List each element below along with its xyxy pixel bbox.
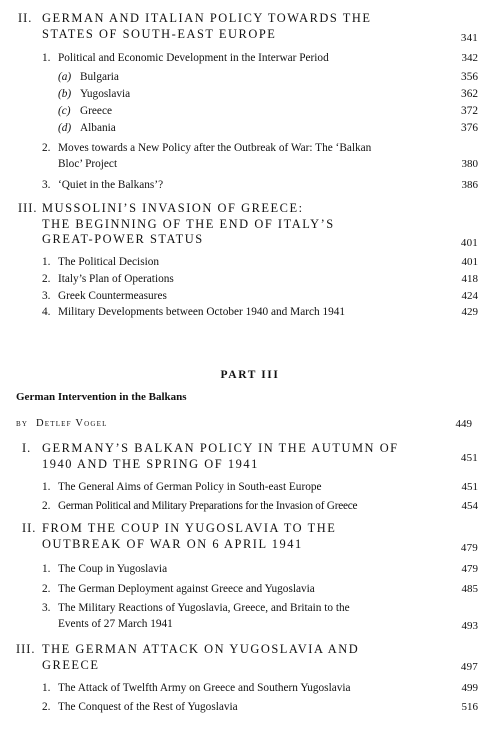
toc-subsection [58, 103, 478, 119]
chapter-title-line: THE BEGINNING OF THE END OF ITALY’S [42, 216, 335, 231]
chapter-page-number: 479 [460, 542, 478, 554]
section-number: 2. [42, 500, 51, 512]
section-title: The Conquest of the Rest of Yugoslavia [58, 701, 238, 713]
toc-section [42, 50, 478, 66]
subsection-label: (b) [58, 88, 72, 100]
chapter-title-line: 1940 AND THE SPRING OF 1941 [42, 456, 259, 471]
section-title-line: The Military Reactions of Yugoslavia, Greece, and Britain to the [58, 602, 350, 614]
chapter-title-line: THE GERMAN ATTACK ON YUGOSLAVIA AND [42, 642, 360, 656]
toc-section [42, 254, 478, 270]
subsection-page-number: 356 [461, 71, 478, 83]
chapter-heading [18, 201, 478, 248]
section-title: German Political and Military Preparations for the Invasion of Greece [58, 500, 358, 512]
chapter-page-number: 341 [460, 32, 478, 44]
section-title: The German Deployment against Greece and Yugoslavia [58, 583, 315, 595]
toc-section [42, 498, 478, 514]
section-number: 1. [42, 481, 51, 493]
subsection-title: Yugoslavia [80, 88, 131, 100]
section-title-line: Bloc’ Project [58, 158, 118, 170]
author-name: Detlef Vogel [35, 418, 108, 429]
toc-section [42, 177, 478, 193]
section-number: 3. [42, 179, 51, 191]
subsection-page-number: 372 [461, 105, 478, 117]
section-number: 1. [42, 682, 51, 694]
subsection-label: (c) [58, 105, 71, 117]
toc-section [42, 304, 478, 320]
section-page-number: 401 [461, 256, 478, 268]
section-title: Greek Countermeasures [58, 290, 167, 302]
toc-section [42, 600, 478, 632]
section-page-number: 493 [461, 620, 478, 632]
section-title: The Attack of Twelfth Army on Greece and Southern Yugoslavia [58, 682, 351, 694]
section-number: 1. [42, 256, 51, 268]
section-number: 4. [42, 306, 51, 318]
toc-section [42, 699, 478, 715]
section-page-number: 386 [461, 179, 478, 191]
chapter-page-number: 451 [460, 452, 478, 464]
chapter-number: II. [22, 521, 37, 535]
chapter-title-line: GERMANY’S BALKAN POLICY IN THE AUTUMN OF [42, 441, 399, 455]
section-page-number: 499 [461, 682, 478, 694]
chapter-title-line: STATES OF SOUTH-EAST EUROPE [42, 26, 277, 41]
section-number: 1. [42, 52, 51, 64]
section-number: 2. [42, 142, 51, 154]
toc-subsection [58, 69, 478, 85]
subsection-label: (d) [58, 122, 72, 134]
subsection-page-number: 362 [461, 88, 478, 100]
section-title: The Coup in Yugoslavia [58, 563, 168, 575]
section-title: Political and Economic Development in the Interwar Period [58, 52, 329, 64]
subsection-title: Bulgaria [80, 71, 119, 83]
section-number: 3. [42, 290, 51, 302]
chapter-title-line: GREECE [42, 657, 100, 672]
author-prefix: by [16, 418, 29, 429]
part-subtitle: German Intervention in the Balkans [16, 391, 187, 403]
author-line [16, 418, 472, 429]
chapter-title-line: GERMAN AND ITALIAN POLICY TOWARDS THE [42, 11, 372, 25]
section-page-number: 429 [461, 306, 478, 318]
section-number: 1. [42, 563, 51, 575]
section-page-number: 454 [461, 500, 478, 512]
section-title-line: Moves towards a New Policy after the Outbreak of War: The ‘Balkan [58, 142, 372, 154]
author-page-number: 449 [455, 418, 472, 430]
section-title: The Political Decision [58, 256, 160, 268]
section-page-number: 451 [461, 481, 478, 493]
chapter-number: III. [18, 201, 38, 215]
section-title: Military Developments between October 1940 and March 1941 [58, 306, 346, 318]
chapter-heading [22, 521, 478, 552]
chapter-page-number: 401 [460, 237, 478, 249]
toc-section [42, 288, 478, 304]
section-number: 2. [42, 583, 51, 595]
section-title: Italy’s Plan of Operations [58, 273, 174, 285]
chapter-number: III. [16, 642, 36, 656]
chapter-title-line: GREAT-POWER STATUS [42, 232, 204, 246]
section-page-number: 424 [461, 290, 478, 302]
section-number: 3. [42, 602, 51, 614]
toc-section [42, 479, 478, 495]
toc-subsection [58, 120, 478, 136]
subsection-title: Greece [80, 105, 112, 117]
chapter-heading [18, 11, 478, 42]
chapter-title-line: OUTBREAK OF WAR ON 6 APRIL 1941 [42, 536, 303, 551]
toc-section [42, 140, 478, 172]
part-heading: PART III [220, 369, 280, 381]
section-page-number: 380 [461, 158, 478, 170]
subsection-label: (a) [58, 71, 72, 83]
section-page-number: 418 [461, 273, 478, 285]
section-title: The General Aims of German Policy in South-east Europe [58, 481, 322, 493]
section-number: 2. [42, 273, 51, 285]
section-page-number: 479 [461, 563, 478, 575]
toc-section [42, 581, 478, 597]
chapter-heading [22, 441, 478, 472]
chapter-heading [16, 642, 478, 673]
toc-subsection [58, 86, 478, 102]
chapter-page-number: 497 [460, 661, 478, 673]
chapter-title-line: MUSSOLINI’S INVASION OF GREECE: [42, 201, 304, 215]
section-page-number: 516 [461, 701, 478, 713]
section-title: ‘Quiet in the Balkans’? [58, 179, 164, 191]
chapter-number: II. [18, 11, 33, 25]
chapter-number: I. [22, 441, 32, 455]
toc-section [42, 680, 478, 696]
section-title-line: Events of 27 March 1941 [58, 618, 173, 630]
section-page-number: 485 [461, 583, 478, 595]
toc-section [42, 561, 478, 577]
subsection-page-number: 376 [461, 122, 478, 134]
toc-section [42, 271, 478, 287]
section-number: 2. [42, 701, 51, 713]
subsection-title: Albania [80, 122, 116, 134]
section-page-number: 342 [461, 52, 478, 64]
chapter-title-line: FROM THE COUP IN YUGOSLAVIA TO THE [42, 521, 337, 535]
